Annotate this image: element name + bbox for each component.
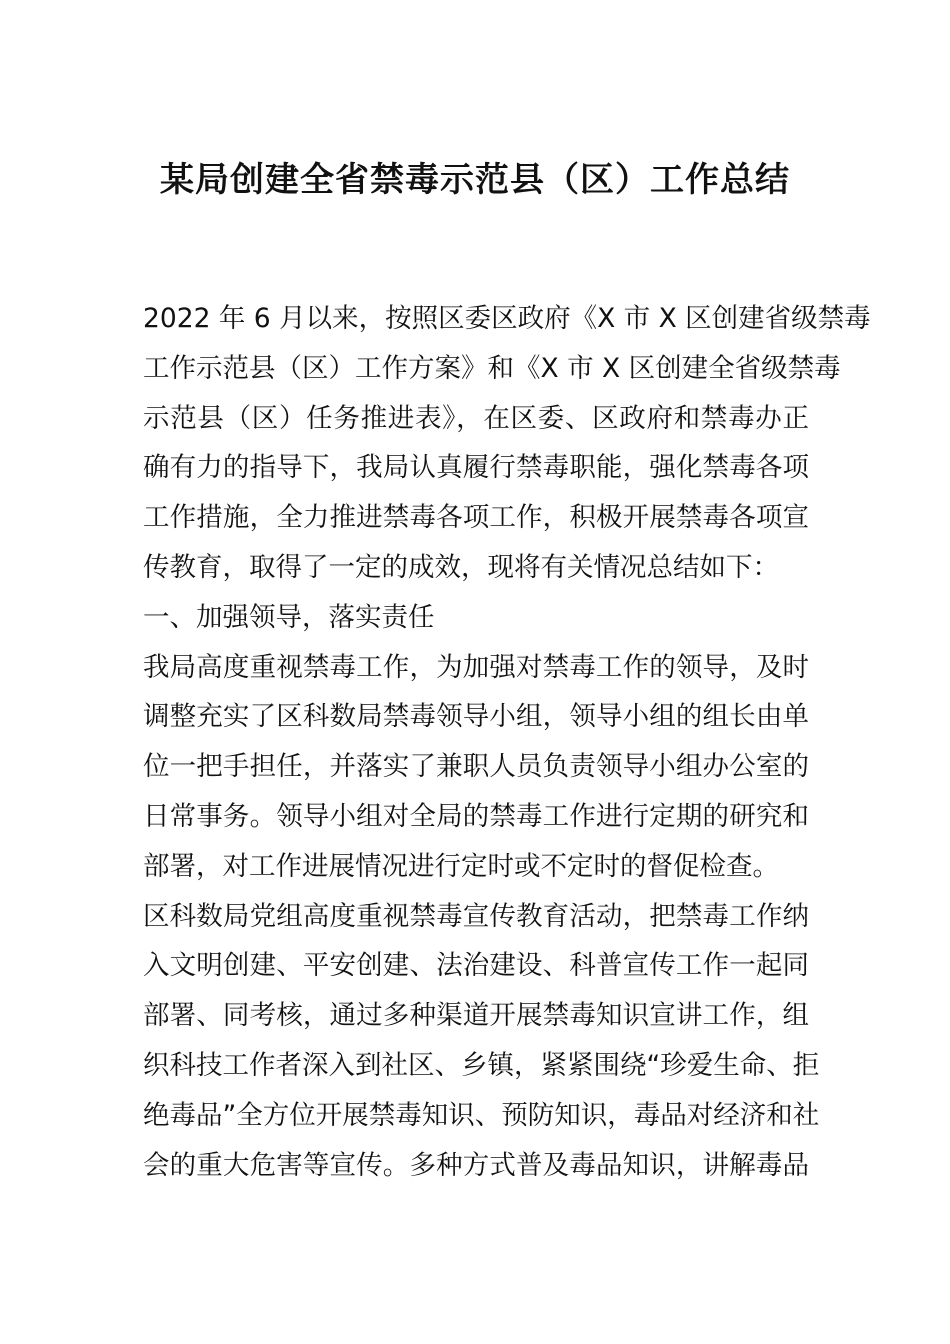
- body-line: 区科数局党组高度重视禁毒宣传教育活动，把禁毒工作纳: [143, 900, 809, 932]
- document-body: [143, 294, 871, 1190]
- body-line: 位一把手担任，并落实了兼职人员负责领导小组办公室的: [143, 751, 809, 783]
- body-line: 绝毒品”全方位开展禁毒知识、预防知识，毒品对经济和社: [143, 1099, 820, 1131]
- body-line: 入文明创建、平安创建、法治建设、科普宣传工作一起同: [143, 950, 809, 982]
- body-line: 调整充实了区科数局禁毒领导小组，领导小组的组长由单: [143, 701, 809, 733]
- body-line: 工作措施，全力推进禁毒各项工作，积极开展禁毒各项宣: [143, 502, 809, 534]
- body-line: 织科技工作者深入到社区、乡镇，紧紧围绕“珍爱生命、拒: [143, 1049, 820, 1081]
- body-line: 会的重大危害等宣传。多种方式普及毒品知识，讲解毒品: [143, 1149, 809, 1181]
- body-line: 2022 年 6 月以来，按照区委区政府《X 市 X 区创建省级禁毒: [143, 303, 871, 334]
- body-line: 工作示范县（区）工作方案》和《X 市 X 区创建全省级禁毒: [143, 352, 841, 384]
- body-line: 传教育，取得了一定的成效，现将有关情况总结如下：: [143, 551, 779, 583]
- body-line: 部署，对工作进展情况进行定时或不定时的督促检查。: [143, 850, 779, 882]
- document-title: 某局创建全省禁毒示范县（区）工作总结: [160, 160, 790, 200]
- body-line: 确有力的指导下，我局认真履行禁毒职能，强化禁毒各项: [143, 452, 809, 484]
- body-line: 我局高度重视禁毒工作，为加强对禁毒工作的领导，及时: [143, 651, 809, 683]
- body-line: 示范县（区）任务推进表》，在区委、区政府和禁毒办正: [143, 402, 809, 434]
- section-heading: 一、加强领导，落实责任: [143, 601, 435, 633]
- body-line: 部署、同考核，通过多种渠道开展禁毒知识宣讲工作，组: [143, 1000, 809, 1032]
- body-line: 日常事务。领导小组对全局的禁毒工作进行定期的研究和: [143, 800, 809, 832]
